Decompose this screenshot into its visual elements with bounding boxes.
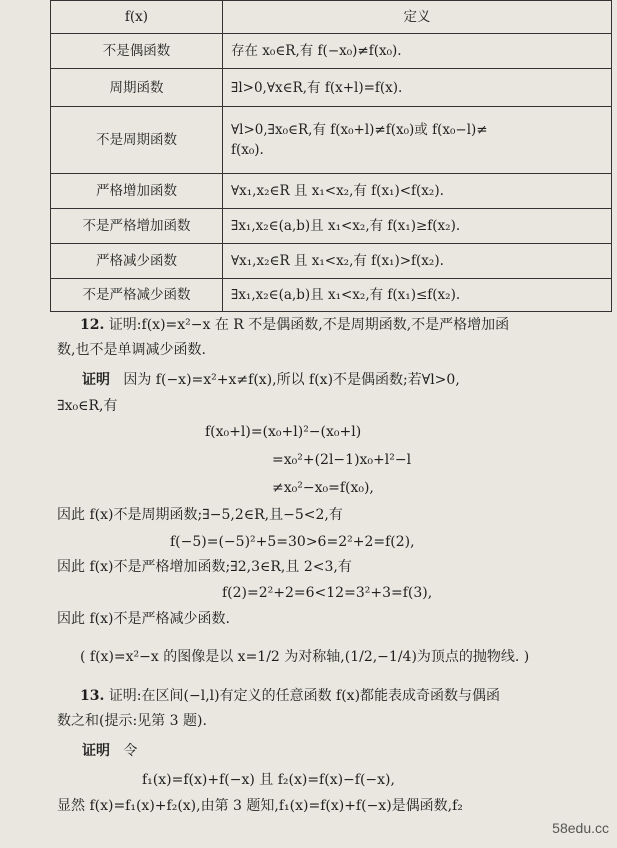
row-name: 不是周期函数 xyxy=(51,107,223,174)
row-name: 不是严格减少函数 xyxy=(51,279,223,312)
row-definition: 存在 x₀∈R,有 f(−x₀)≠f(x₀). xyxy=(223,34,612,69)
table-row xyxy=(51,34,612,69)
problem-13-line3: 显然 f(x)=f₁(x)+f₂(x),由第 3 题知,f₁(x)=f(x)+f(−x)是偶函数,f₂ xyxy=(57,798,463,814)
row-definition: ∃x₁,x₂∈(a,b)且 x₁<x₂,有 f(x₁)≥f(x₂). xyxy=(223,209,612,244)
row-definition: ∀x₁,x₂∈R 且 x₁<x₂,有 f(x₁)<f(x₂). xyxy=(223,174,612,209)
line-decreasing: 因此 f(x)不是严格减少函数. xyxy=(57,611,230,627)
problem-12-number: 12. xyxy=(80,317,105,333)
equation-5: f(2)=2²+2=6<12=3²+3=f(3), xyxy=(222,585,433,601)
row-name: 不是严格增加函数 xyxy=(51,209,223,244)
problem-13-proof-line xyxy=(82,741,137,761)
row-name: 严格增加函数 xyxy=(51,174,223,209)
problem-13-number: 13. xyxy=(80,688,105,704)
problem-12-proof-line2: ∃x₀∈R,有 xyxy=(57,398,118,414)
table-header-row xyxy=(51,1,612,34)
table-row xyxy=(51,279,612,312)
row-definition: ∃x₁,x₂∈(a,b)且 x₁<x₂,有 f(x₁)≤f(x₂). xyxy=(223,279,612,312)
row-name: 周期函数 xyxy=(51,69,223,107)
problem-13-statement: 证明:在区间(−l,l)有定义的任意函数 f(x)都能表成奇函数与偶函 xyxy=(108,688,501,704)
problem-12-line2: 数,也不是单调减少函数. xyxy=(57,342,206,358)
watermark: 58edu.cc xyxy=(552,820,609,836)
row-definition-line2: f(x₀). xyxy=(231,142,264,158)
table-row xyxy=(51,69,612,107)
table-row xyxy=(51,174,612,209)
row-name: 不是偶函数 xyxy=(51,34,223,69)
equation-2: =x₀²+(2l−1)x₀+l²−l xyxy=(272,452,412,468)
equation-f1-f2: f₁(x)=f(x)+f(−x) 且 f₂(x)=f(x)−f(−x), xyxy=(142,772,395,788)
problem-13-line1 xyxy=(80,686,500,706)
row-name: 严格减少函数 xyxy=(51,244,223,279)
problem-12-line1 xyxy=(80,315,509,335)
proof-label: 证明 xyxy=(82,743,110,759)
row-definition: ∀x₁,x₂∈R 且 x₁<x₂,有 f(x₁)>f(x₂). xyxy=(223,244,612,279)
table-row xyxy=(51,107,612,174)
proof-text: 因为 f(−x)=x²+x≠f(x),所以 f(x)不是偶函数;若∀l>0, xyxy=(123,372,460,388)
proof-label: 证明 xyxy=(82,372,110,388)
table-row xyxy=(51,244,612,279)
row-definition xyxy=(223,107,612,174)
equation-3: ≠x₀²−x₀=f(x₀), xyxy=(272,480,374,496)
problem-12-statement: 证明:f(x)=x²−x 在 R 不是偶函数,不是周期函数,不是严格增加函 xyxy=(108,317,510,333)
row-definition-line1: ∀l>0,∃x₀∈R,有 f(x₀+l)≠f(x₀)或 f(x₀−l)≠ xyxy=(231,122,488,138)
equation-1: f(x₀+l)=(x₀+l)²−(x₀+l) xyxy=(205,424,362,440)
header-definition: 定义 xyxy=(223,1,612,34)
row-definition: ∃l>0,∀x∈R,有 f(x+l)=f(x). xyxy=(223,69,612,107)
line-increasing: 因此 f(x)不是严格增加函数;∃2,3∈R,且 2<3,有 xyxy=(57,559,352,575)
problem-13-line2: 数之和(提示:见第 3 题). xyxy=(57,713,207,729)
header-fx: f(x) xyxy=(51,1,223,34)
equation-4: f(−5)=(−5)²+5=30>6=2²+2=f(2), xyxy=(170,534,415,550)
definition-table xyxy=(50,0,612,312)
graph-note: ( f(x)=x²−x 的图像是以 x=1/2 为对称轴,(1/2,−1/4)为顶点的抛物线. ) xyxy=(80,649,530,665)
table-row xyxy=(51,209,612,244)
line-periodic: 因此 f(x)不是周期函数;∃−5,2∈R,且−5<2,有 xyxy=(57,507,343,523)
problem-12-proof-line1 xyxy=(82,370,460,390)
proof-let: 令 xyxy=(123,743,138,759)
